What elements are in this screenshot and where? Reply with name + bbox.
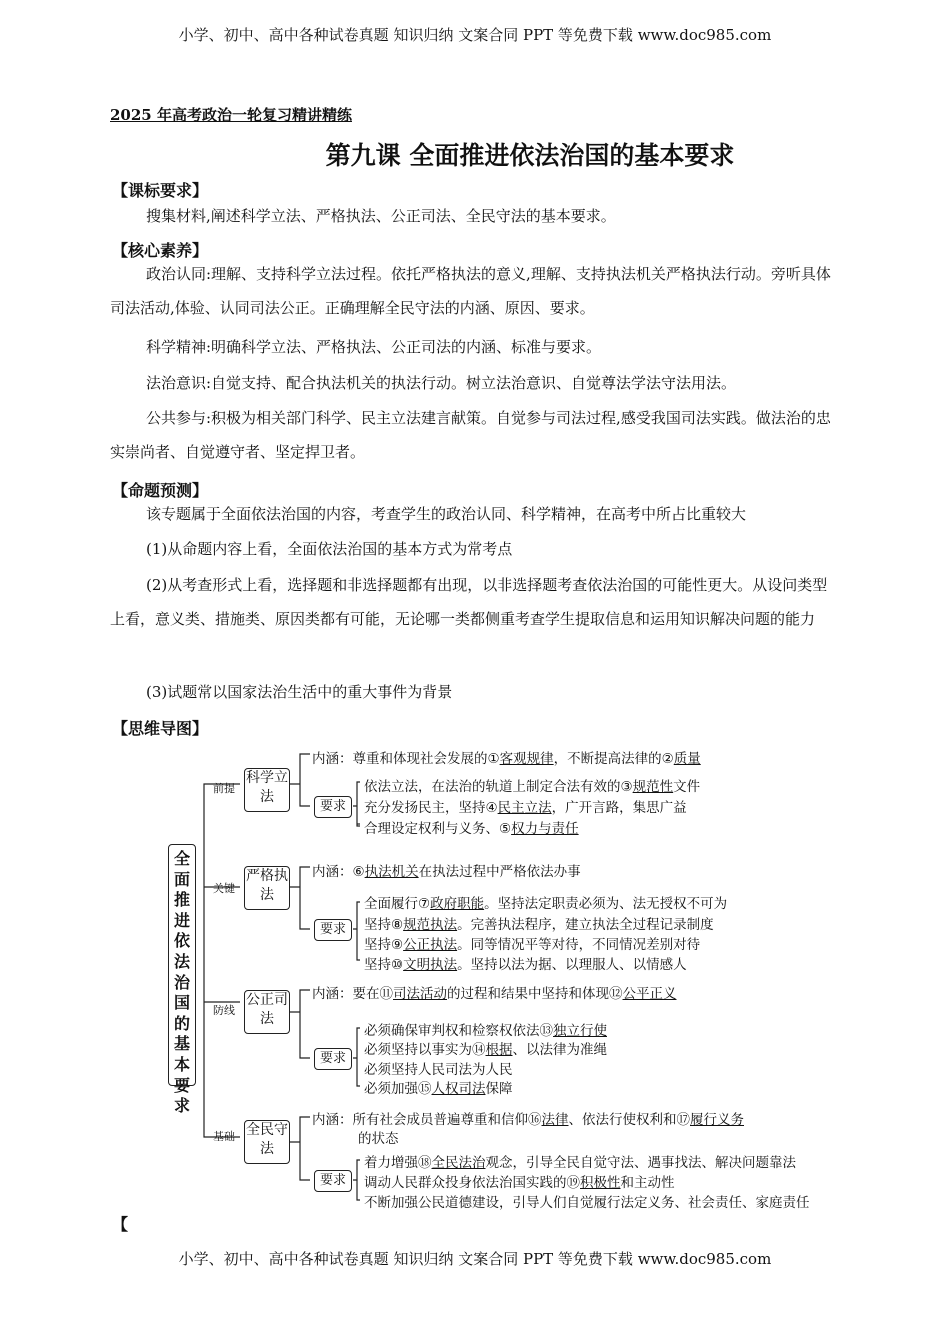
b4-neihan: 内涵：所有社会成员普遍尊重和信仰⑯法律、依法行使权利和⑰履行义务 [312,1112,744,1128]
b2-node: 严格执法 [244,866,290,910]
section-heading-mindmap: 【思维导图】 [112,719,209,738]
b3-req-3: 必须坚持人民司法为人民 [364,1062,513,1078]
b1-req-2: 充分发扬民主，坚持④民主立法，广开言路，集思广益 [364,800,687,816]
b2-req-4: 坚持⑩文明执法。坚持以法为据、以理服人、以情感人 [364,957,687,973]
b3-neihan: 内涵：要在⑪司法活动的过程和结果中坚持和体现⑫公平正义 [312,986,677,1002]
b4-req-3: 不断加强公民道德建设，引导人们自觉履行法定义务、社会责任、家庭责任 [364,1195,810,1211]
b4-neihan-tail: 的状态 [358,1131,399,1147]
b2-req-2: 坚持⑧规范执法。完善执法程序，建立执法全过程记录制度 [364,917,714,933]
b1-req-1: 依法立法，在法治的轨道上制定合法有效的③规范性文件 [364,779,701,795]
suyang-p4: 公共参与:积极为相关部门科学、民主立法建言献策。自觉参与司法过程,感受我国司法实践。做法治的忠实崇尚者、自觉遵守者、坚定捍卫者。 [110,409,831,461]
b2-connector [290,867,310,929]
b1-req-3: 合理设定权利与义务、⑤权力与责任 [364,821,579,837]
b3-req-4: 必须加强⑮人权司法保障 [364,1081,513,1097]
b4-connector [290,1117,310,1180]
b3-node: 公正司法 [244,990,290,1034]
yuce-p4: (3)试题常以国家法治生活中的重大事件为背景 [146,683,453,701]
section-heading-suyang: 【核心素养】 [112,241,209,260]
b4-req-box: 要求 [314,1170,352,1192]
section-heading-yuce: 【命题预测】 [112,481,209,500]
suyang-p1: 政治认同:理解、支持科学立法过程。依托严格执法的意义,理解、支持执法机关严格执法行动。旁听具体司法活动,体验、认同司法公正。正确理解全民守法的内涵、原因、要求。 [110,265,831,317]
mind-map [160,742,850,1212]
b2-req-1: 全面履行⑦政府职能。坚持法定职责必须为、法无授权不可为 [364,896,728,912]
b4-req-2: 调动人民群众投身依法治国实践的⑲积极性和主动性 [364,1175,675,1191]
section-heading-kebiao: 【课标要求】 [112,181,209,200]
b3-req-box: 要求 [314,1048,352,1070]
b1-node: 科学立法 [244,768,290,812]
yuce-p1: 该专题属于全面依法治国的内容，考查学生的政治认同、科学精神，在高考中所占比重较大 [146,505,747,523]
yuce-p2: (1)从命题内容上看，全面依法治国的基本方式为常考点 [146,540,513,558]
b4-node: 全民守法 [244,1120,290,1164]
b2-req-3: 坚持⑨公正执法。同等情况平等对待，不同情况差别对待 [364,937,701,953]
subtitle: 2025 年高考政治一轮复习精讲精练 [110,106,352,124]
b1-tag: 前提 [213,782,235,795]
page-title: 第九课 全面推进依法治国的基本要求 [325,141,735,170]
b3-tag: 防线 [213,1004,235,1017]
b1-req-box: 要求 [314,796,352,818]
b4-req-1: 着力增强⑱全民法治观念，引导全民自觉守法、遇事找法、解决问题靠法 [364,1155,796,1171]
b4-tag: 基础 [213,1130,235,1143]
kebiao-text: 搜集材料,阐述科学立法、严格执法、公正司法、全民守法的基本要求。 [146,207,616,225]
yuce-p3: (2)从考查形式上看，选择题和非选择题都有出现，以非选择题考查依法治国的可能性更大。从设问类型上看，意义类、措施类、原因类都有可能，无论哪一类都侧重考查学生提取信息和运用知识解决问题的能力 [110,576,828,628]
suyang-p3: 法治意识:自觉支持、配合执法机关的执法行动。树立法治意识、自觉尊法学法守法用法。 [146,374,737,392]
trailing-bracket: 【 [112,1215,129,1234]
mindmap-root: 全面推进依法治国的基本要求 [168,844,196,1086]
b3-req-1: 必须确保审判权和检察权依法⑬独立行使 [364,1023,607,1039]
b4-req-connector [353,1160,360,1200]
b1-connector [290,754,310,806]
suyang-p2: 科学精神:明确科学立法、严格执法、公正司法的内涵、标准与要求。 [146,338,602,356]
page-header: 小学、初中、高中各种试卷真题 知识归纳 文案合同 PPT 等免费下载 www.doc985.com [178,26,772,44]
b2-req-box: 要求 [314,919,352,941]
b3-req-connector [353,1028,360,1086]
b3-req-2: 必须坚持以事实为⑭根据、以法律为准绳 [364,1042,607,1058]
b2-tag: 关键 [213,882,235,895]
b2-req-connector [353,902,360,960]
b2-neihan: 内涵：⑥执法机关在执法过程中严格依法办事 [312,864,581,880]
page-footer: 小学、初中、高中各种试卷真题 知识归纳 文案合同 PPT 等免费下载 www.doc985.com [178,1250,772,1268]
root-connector [204,784,240,1137]
b1-req-connector [353,782,360,826]
b1-neihan: 内涵：尊重和体现社会发展的①客观规律，不断提高法律的②质量 [312,751,701,767]
b3-connector [290,990,310,1058]
